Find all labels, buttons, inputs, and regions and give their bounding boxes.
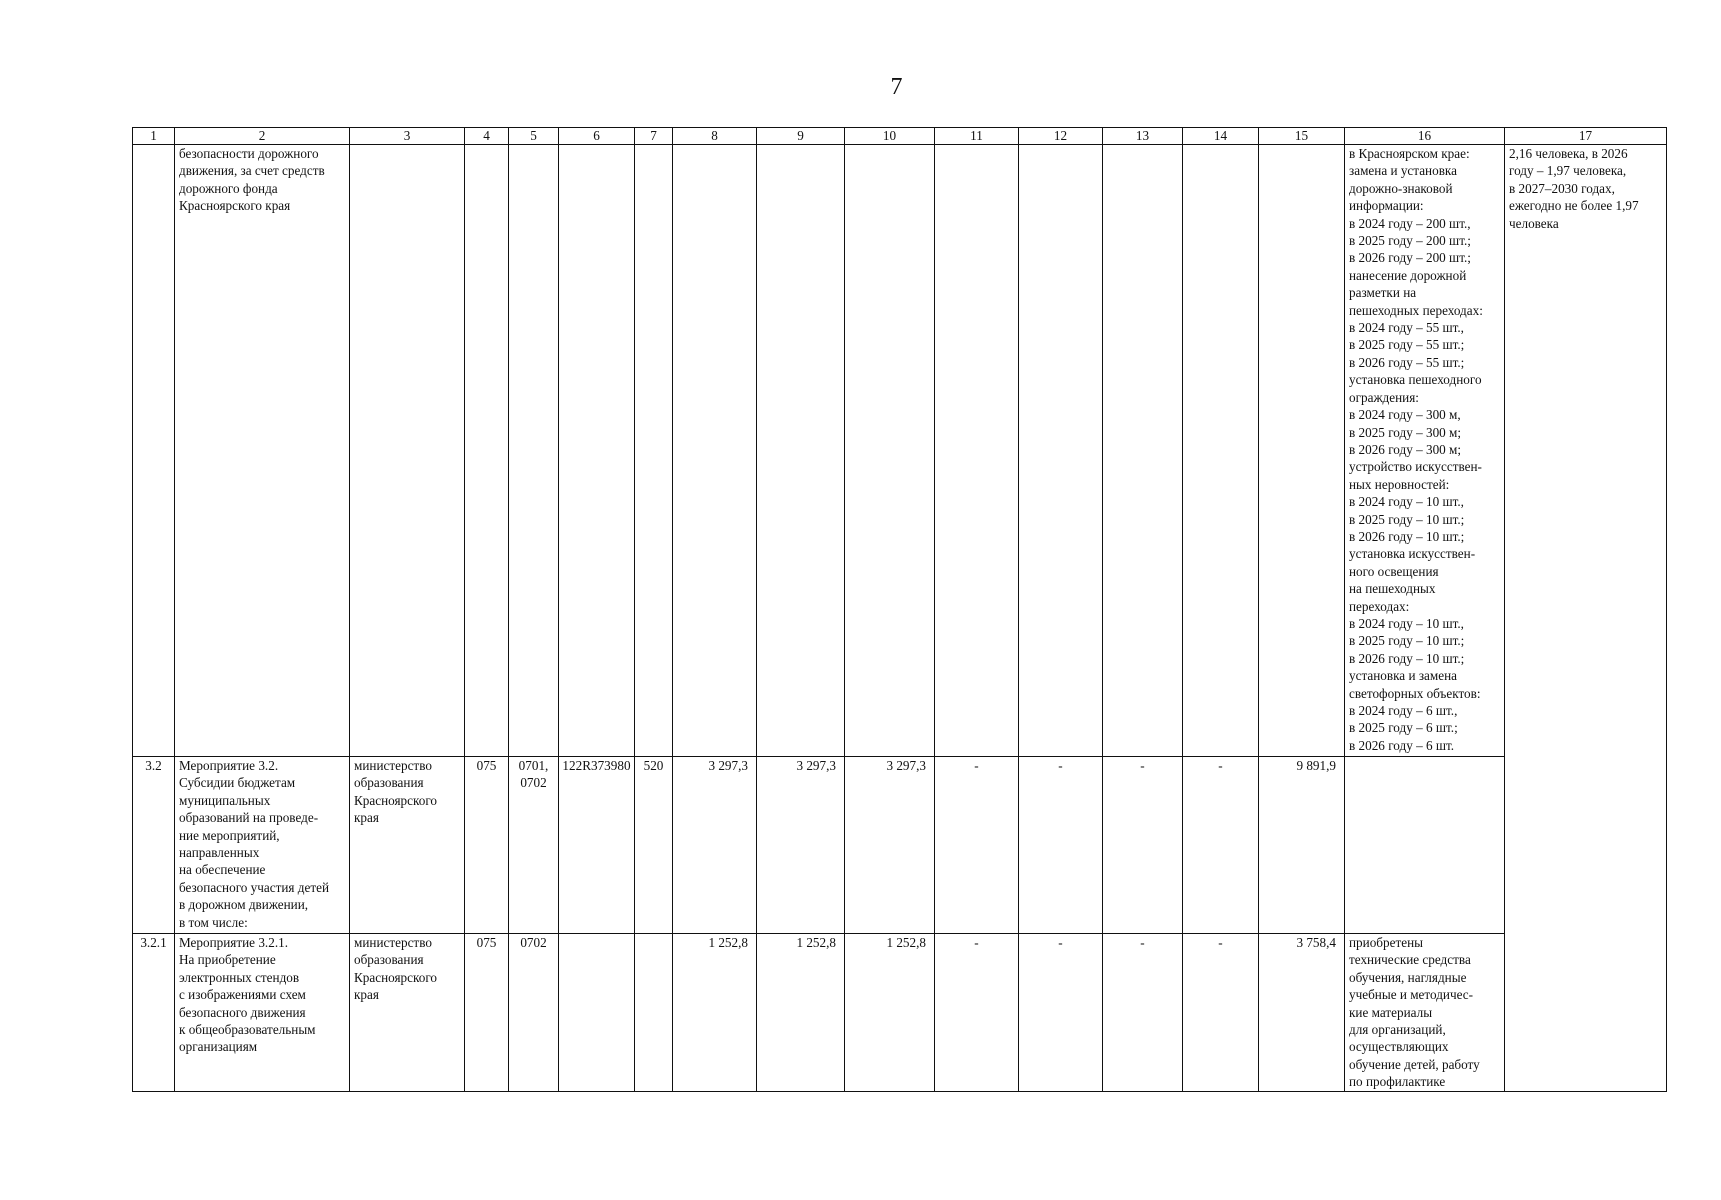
cell-2028: -: [1019, 757, 1103, 934]
cell-col6: [559, 145, 635, 757]
col-header-12: 12: [1019, 128, 1103, 145]
cell-col13: [1103, 145, 1183, 757]
cell-col14: [1183, 145, 1259, 757]
cell-2029: -: [1103, 757, 1183, 934]
cell-2028: -: [1019, 934, 1103, 1092]
col-header-5: 5: [509, 128, 559, 145]
cell-col8: [673, 145, 757, 757]
col-header-15: 15: [1259, 128, 1345, 145]
page-number: 7: [890, 74, 903, 100]
cell-expected-results: в Красноярском крае: замена и установка дорожно-знаковой информации: в 2024 году – 200 шт., в 2025 году – 200 шт.; в 2026 году – 200 шт.; нанесение дорожной разметки на пешеходных переходах: в 2024 году – 55 шт., в 2025 году – 55 шт.; в 2026 году – 55 шт.; установка пешеходного ограждения: в 2024 году – 300 м, в 2025 году – 300 м; в 2026 году – 300 м; устройство искусствен- ных неровностей: в 2024 году – 10 шт., в 2025 году – 10 шт.; в 2026 году – 10 шт.; установка искусствен- ного освещения на пешеходных переходах: в 2024 году – 10 шт., в 2025 году – 10 шт.; в 2026 году – 10 шт.; установка и замена светофорных объектов: в 2024 году – 6 шт., в 2025 году – 6 шт.; в 2026 году – 6 шт.: [1345, 145, 1505, 757]
cell-col11: [935, 145, 1019, 757]
cell-col9: [757, 145, 845, 757]
cell-executor: министерство образования Красноярского края: [350, 757, 465, 934]
cell-total: 3 758,4: [1259, 934, 1345, 1092]
cell-number: 3.2.1: [133, 934, 175, 1092]
col-header-9: 9: [757, 128, 845, 145]
cell-2025: 1 252,8: [757, 934, 845, 1092]
col-header-6: 6: [559, 128, 635, 145]
cell-2026: 1 252,8: [845, 934, 935, 1092]
cell-col4: [465, 145, 509, 757]
col-header-13: 13: [1103, 128, 1183, 145]
column-number-row: [133, 128, 1667, 145]
cell-rzpr: 0701, 0702: [509, 757, 559, 934]
cell-vr: [635, 934, 673, 1092]
cell-csr: [559, 934, 635, 1092]
col-header-16: 16: [1345, 128, 1505, 145]
cell-col12: [1019, 145, 1103, 757]
cell-2029: -: [1103, 934, 1183, 1092]
cell-grbs: 075: [465, 757, 509, 934]
program-table: [132, 127, 1667, 1092]
col-header-10: 10: [845, 128, 935, 145]
col-header-8: 8: [673, 128, 757, 145]
col-header-14: 14: [1183, 128, 1259, 145]
cell-indicator: 2,16 человека, в 2026 году – 1,97 человека, в 2027–2030 годах, ежегодно не более 1,97 человека: [1505, 145, 1667, 1092]
cell-measure-name: Мероприятие 3.2. Субсидии бюджетам муниципальных образований на проведе- ние мероприятий, направленных на обеспечение безопасного участия детей в дорожном движении, в том числе:: [175, 757, 350, 934]
cell-csr: 122R373980: [559, 757, 635, 934]
table-row: [133, 145, 1667, 757]
cell-2027: -: [935, 757, 1019, 934]
cell-col10: [845, 145, 935, 757]
table-row: [133, 757, 1667, 934]
cell-col7: [635, 145, 673, 757]
col-header-2: 2: [175, 128, 350, 145]
col-header-7: 7: [635, 128, 673, 145]
cell-col15: [1259, 145, 1345, 757]
col-header-3: 3: [350, 128, 465, 145]
col-header-17: 17: [1505, 128, 1667, 145]
cell-2024: 1 252,8: [673, 934, 757, 1092]
col-header-4: 4: [465, 128, 509, 145]
table-row: [133, 934, 1667, 1092]
cell-grbs: 075: [465, 934, 509, 1092]
cell-2030: -: [1183, 757, 1259, 934]
cell-executor: [350, 145, 465, 757]
col-header-1: 1: [133, 128, 175, 145]
cell-2024: 3 297,3: [673, 757, 757, 934]
cell-col5: [509, 145, 559, 757]
cell-expected-results: приобретены технические средства обучения, наглядные учебные и методичес- кие материалы для организаций, осуществляющих обучение детей, работу по профилактике: [1345, 934, 1505, 1092]
cell-expected-results: [1345, 757, 1505, 934]
cell-number: 3.2: [133, 757, 175, 934]
cell-2030: -: [1183, 934, 1259, 1092]
cell-rzpr: 0702: [509, 934, 559, 1092]
col-header-11: 11: [935, 128, 1019, 145]
cell-total: 9 891,9: [1259, 757, 1345, 934]
cell-measure-name: безопасности дорожного движения, за счет средств дорожного фонда Красноярского края: [175, 145, 350, 757]
cell-2026: 3 297,3: [845, 757, 935, 934]
cell-2025: 3 297,3: [757, 757, 845, 934]
cell-executor: министерство образования Красноярского края: [350, 934, 465, 1092]
cell-number: [133, 145, 175, 757]
cell-measure-name: Мероприятие 3.2.1. На приобретение электронных стендов с изображениями схем безопасного движения к общеобразовательным организациям: [175, 934, 350, 1092]
cell-2027: -: [935, 934, 1019, 1092]
cell-vr: 520: [635, 757, 673, 934]
